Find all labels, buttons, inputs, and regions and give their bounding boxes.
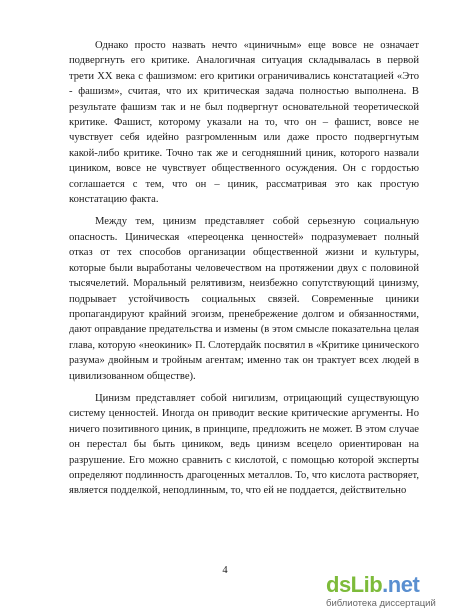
- watermark-logo-tld: net: [387, 572, 420, 597]
- page-number: 4: [222, 565, 228, 576]
- watermark-subtitle: библиотека диссертаций: [326, 598, 436, 609]
- watermark-logo-dot: .: [382, 572, 388, 597]
- dslib-watermark: [326, 570, 444, 610]
- watermark-logo: [326, 572, 419, 598]
- watermark-logo-main: dsLib: [326, 572, 383, 597]
- paragraph-2: Между тем, цинизм представляет собой серьезную социальную опасность. Циническая «переоценка ценностей» подразумевает полный отказ от тех способов организации общественной жизни и культуры, которые были выработаны человечеством на протяжении двух с половиной тысячелетий. Моральный релятивизм, неизбежно сопутствующий цинизму, подрывает устойчивость социальных связей. Современные циники пропагандируют крайний эгоизм, пренебрежение долгом и обязанностями, дают оправдание предательства и измены (в этом смысле показательна целая глава, которую «неокиник» П. Слотердайк посвятил в «Критике цинического разума» двойным и тройным агентам; именно так он трактует всех людей в цивилизованном обществе).: [69, 216, 419, 382]
- paragraph-3: Цинизм представляет собой нигилизм, отрицающий существующую систему ценностей. Иногда он приводит веские критические аргументы. Но ничего позитивного циник, в принципе, предложить не может. В этом случае он перестал бы быть циником, ведь цинизм всецело ориентирован на разрушение. Его можно сравнить с кислотой, с помощью которой эксперты определяют подлинность драгоценных металлов. То, что кислота растворяет, является подделкой, неподлинным, то, что ей не поддается, действительно: [69, 392, 419, 497]
- body-text: [69, 38, 419, 506]
- paragraph-1: Однако просто назвать нечто «циничным» еще вовсе не означает подвергнуть его критике. Аналогичная ситуация складывалась в первой трети XX века с фашизмом: его критики ограничивались констатацией «Это - фашизм», считая, что их критическая задача полностью выполнена. В результате фашизм так и не был подвергнут основательной теоретической критике. Фашист, которому указали на то, что он – фашист, вовсе не чувствует себя идейно разгромленным или даже просто подвергнутым какой-либо критике. Точно так же и сегодняшний циник, которого назвали циником, вовсе не чувствует общественного осуждения. Он с гордостью соглашается с тем, что он – циник, рассматривая это как простую констатацию факта.: [69, 40, 419, 206]
